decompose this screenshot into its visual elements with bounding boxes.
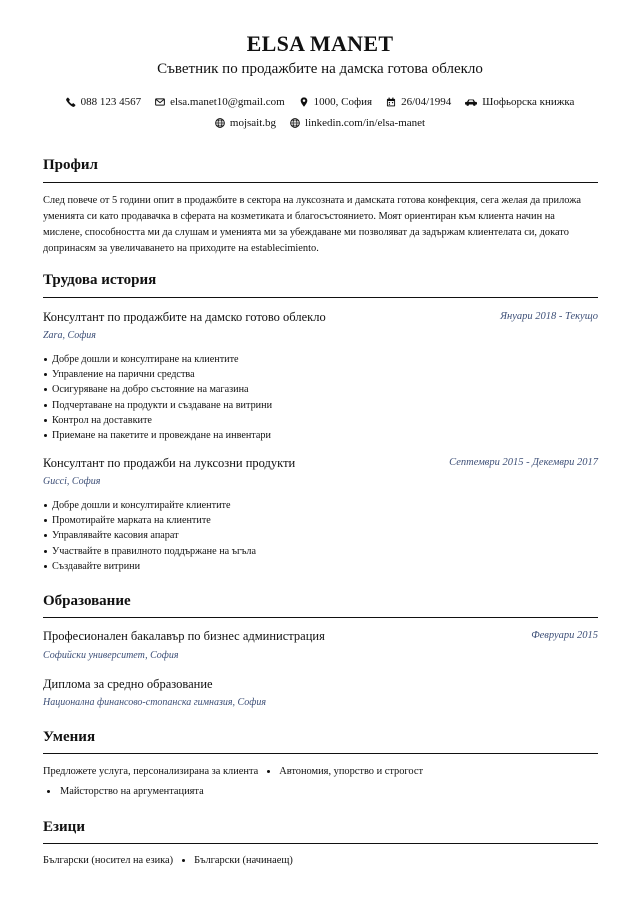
languages-row (43, 855, 293, 866)
degree-title: Диплома за средно образование (43, 677, 213, 691)
job-duties-list (43, 352, 272, 443)
degree-date: Февруари 2015 (531, 630, 598, 641)
list-item: Подчертаване на продукти и създаване на витрини (43, 398, 272, 413)
languages-divider (43, 843, 598, 844)
education-divider (43, 617, 598, 618)
list-item: Управление на парични средства (43, 367, 272, 382)
profile-line: допринасям за увеличаването на приходите на establecimiento. (43, 243, 319, 254)
contact-address (299, 96, 372, 108)
location-icon (299, 97, 309, 107)
list-item: Осигуряване на добро състояние на магазина (43, 382, 272, 397)
linkedin-icon (290, 118, 300, 128)
profile-line: умениятa си като продавачка в сферата на козметиката и благосъстоянието. Моят ориентиран към клиента начин на (43, 211, 555, 222)
contact-row-1 (0, 96, 640, 108)
website-text: mojsait.bg (229, 117, 277, 129)
list-item: Контрол на доставките (43, 413, 272, 428)
list-item: Приемане на пакетите и провеждане на инвентари (43, 428, 272, 443)
language-item: Български (начинаещ) (194, 855, 293, 866)
phone-text: 088 123 4567 (80, 96, 142, 108)
car-icon (465, 98, 477, 107)
email-text: elsa.manet10@gmail.com (170, 96, 285, 108)
contact-row-2 (0, 117, 640, 129)
list-item: Промотирайте марката на клиентите (43, 513, 256, 528)
job-employer: Zara, София (43, 330, 96, 341)
email-icon (155, 97, 165, 107)
education-heading: Образование (43, 593, 131, 609)
job-title: Консултант по продажбите на дамско готово облекло (43, 310, 326, 324)
candidate-title: Съветник по продажбите на дамска готова облекло (157, 61, 483, 77)
contact-linkedin[interactable] (290, 117, 425, 129)
contact-email[interactable] (155, 96, 285, 108)
profile-heading: Профил (43, 157, 98, 173)
list-item: Управлявайте касовия апарат (43, 528, 256, 543)
list-item: Добре дошли и консултиране на клиентите (43, 352, 272, 367)
skill-item: Предложете услуга, персонализирана за клиента (43, 766, 259, 777)
work-heading: Трудова история (43, 272, 157, 288)
contact-birthdate (386, 96, 451, 108)
separator-dot (182, 859, 185, 862)
skills-row (43, 766, 423, 777)
skills-divider (43, 753, 598, 754)
license-text: Шофьорска книжка (482, 96, 575, 108)
languages-heading: Езици (43, 819, 85, 835)
contact-license (465, 96, 574, 108)
contact-website[interactable] (215, 117, 276, 129)
globe-icon (215, 118, 225, 128)
address-text: 1000, София (313, 96, 373, 108)
profile-divider (43, 182, 598, 183)
skills-heading: Умения (43, 729, 96, 745)
phone-icon (66, 97, 76, 107)
job-employer: Gucci, София (43, 476, 101, 487)
list-item: Създавайте витрини (43, 559, 256, 574)
list-item: Участвайте в правилното поддържане на ъгъла (43, 544, 256, 559)
degree-institution: Национална финансово-стопанска гимназия, София (43, 697, 267, 708)
birthdate-text: 26/04/1994 (401, 96, 452, 108)
list-item: Добре дошли и консултирайте клиентите (43, 498, 256, 513)
skill-item: Майсторство на аргументацията (60, 786, 204, 797)
skills-row (47, 786, 204, 797)
skill-item: Автономия, упорство и строгост (279, 766, 424, 777)
profile-text (43, 193, 603, 257)
degree-institution: Софийски университет, София (43, 650, 179, 661)
profile-line: мислене, способността ми да слушам и уменията ми за убеждаване ми позволяват да задържам клиентелата си, докато (43, 227, 569, 238)
calendar-icon (386, 97, 396, 107)
bullet-dot (47, 790, 50, 793)
profile-line: След повече от 5 години опит в продажбите в сектора на луксозната и дамската готова конфекция, сега желая да приложа (43, 195, 582, 206)
degree-title: Професионален бакалавър по бизнес администрация (43, 629, 325, 643)
contact-phone (66, 96, 142, 108)
job-duties-list (43, 498, 256, 574)
work-divider (43, 297, 598, 298)
job-date: Септември 2015 - Декември 2017 (449, 457, 598, 468)
separator-dot (267, 770, 270, 773)
language-item: Български (носител на езика) (43, 855, 174, 866)
candidate-name: ELSA MANET (246, 31, 394, 56)
linkedin-text: linkedin.com/in/elsa-manet (305, 117, 426, 129)
job-date: Януари 2018 - Текущо (500, 311, 598, 322)
job-title: Консултант по продажби на луксозни продукти (43, 456, 296, 470)
